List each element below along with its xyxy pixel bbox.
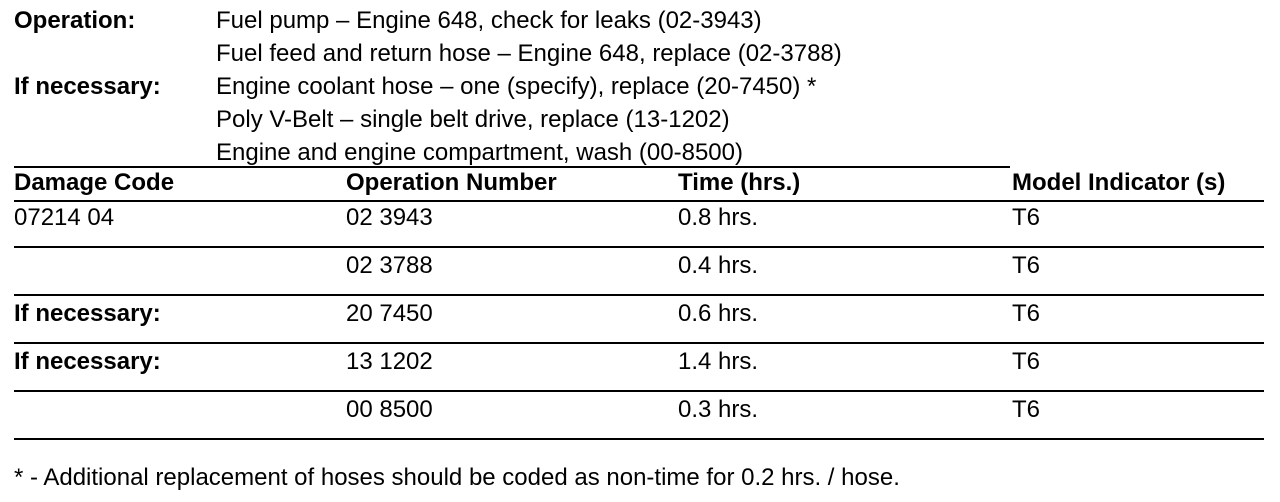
operation-number-cell: 20 7450 [346, 300, 433, 327]
table-row [14, 344, 1264, 392]
operation-label: Operation: [14, 7, 136, 34]
header-damage-code: Damage Code [14, 169, 175, 196]
operation-number-cell: 02 3943 [346, 204, 433, 231]
time-cell: 1.4 hrs. [678, 348, 759, 375]
operation-line-3 [14, 70, 1264, 103]
if-necessary-label: If necessary: [14, 73, 161, 100]
operation-number-cell: 02 3788 [346, 252, 433, 279]
operation-line-2 [14, 37, 1264, 70]
footnote: * - Additional replacement of hoses should be coded as non-time for 0.2 hrs. / hose. [14, 464, 900, 491]
operation-text: Poly V-Belt – single belt drive, replace (13-1202) [216, 106, 730, 133]
model-indicator-cell: T6 [1012, 396, 1041, 423]
header-model-indicator: Model Indicator (s) [1012, 169, 1226, 196]
operations-section [14, 4, 1264, 169]
operation-text: Engine coolant hose – one (specify), replace (20-7450) * [216, 73, 817, 100]
operation-line-5 [14, 136, 1264, 169]
table-header [14, 167, 1264, 202]
table-row [14, 202, 1264, 248]
model-indicator-cell: T6 [1012, 300, 1041, 327]
table-row [14, 248, 1264, 296]
operation-number-cell: 00 8500 [346, 396, 433, 423]
model-indicator-cell: T6 [1012, 252, 1041, 279]
operation-number-cell: 13 1202 [346, 348, 433, 375]
operation-text: Fuel pump – Engine 648, check for leaks (02-3943) [216, 7, 762, 34]
model-indicator-cell: T6 [1012, 204, 1041, 231]
model-indicator-cell: T6 [1012, 348, 1041, 375]
labor-time-table [14, 167, 1264, 440]
operation-line-4 [14, 103, 1264, 136]
time-cell: 0.4 hrs. [678, 252, 759, 279]
operation-text: Fuel feed and return hose – Engine 648, replace (02-3788) [216, 40, 842, 67]
table-row [14, 392, 1264, 440]
header-operation-number: Operation Number [346, 169, 557, 196]
damage-code-cell: If necessary: [14, 348, 161, 375]
operation-text: Engine and engine compartment, wash (00-8500) [216, 139, 743, 166]
damage-code-cell: 07214 04 [14, 204, 115, 231]
header-time: Time (hrs.) [678, 169, 801, 196]
damage-code-cell: If necessary: [14, 300, 161, 327]
time-cell: 0.8 hrs. [678, 204, 759, 231]
time-cell: 0.6 hrs. [678, 300, 759, 327]
time-cell: 0.3 hrs. [678, 396, 759, 423]
operation-line-1 [14, 4, 1264, 37]
table-row [14, 296, 1264, 344]
